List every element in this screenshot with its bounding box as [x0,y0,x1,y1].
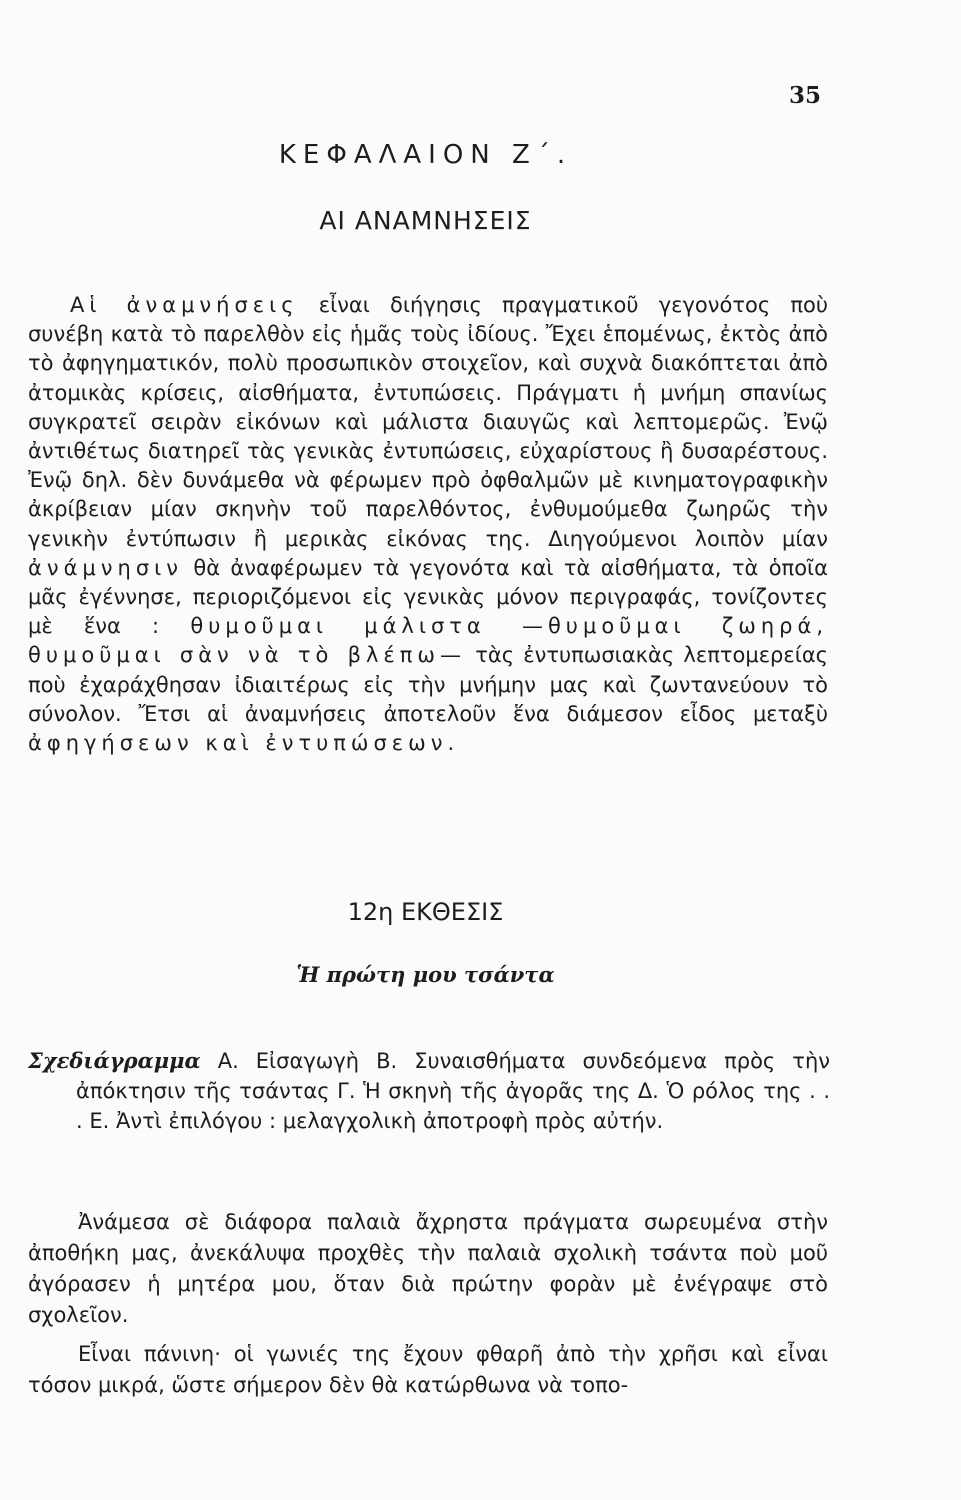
page-number: 35 [788,82,821,109]
intro-text-part1: εἶναι διήγησις πραγματικοῦ γεγονότος ποὺ συνέβη κατὰ τὸ παρελθὸν εἰς ἡμᾶς τοὺς ἰδίους. Ἔχει ἑπομένως, ἐκτὸς ἀπὸ τὸ ἀφηγηματικόν, πολὺ προσωπικὸν στοιχεῖον, καὶ συχνὰ διακόπτεται ἀπὸ ἀτομικὰς κρίσεις, αἰσθήματα, ἐντυπώσεις. Πράγματι ἡ μνήμη σπανίως συγκρατεῖ σειρὰν εἰκόνων καὶ μάλιστα διαυγῶς καὶ λεπτομερῶς. Ἐνῷ ἀντιθέτως διατηρεῖ τὰς γενικὰς ἐντυπώσεις, εὐχαρίστους ἢ δυσαρέστους. Ἐνῷ δηλ. δὲν δυνάμεθα νὰ φέρωμεν πρὸ ὀφθαλμῶν μὲ κινηματογραφικὴν ἀκρίβειαν μίαν σκηνὴν τοῦ παρελθόντος, ἐνθυμούμεθα ζωηρῶς τὴν γενικὴν ἐντύπωσιν ἢ μερικὰς εἰκόνας της. Διηγούμενοι λοιπὸν μίαν [28,293,828,551]
intro-text-part3: τὰς ἐντυπωσιακὰς λεπτομερείας ποὺ ἐχαράχθησαν ἰδιαιτέρως εἰς τὴν μνήμην μας καὶ ζωντανεύουν τὸ σύνολον. Ἔτσι αἱ ἀναμνήσεις ἀποτελοῦν ἕνα διάμεσον εἶδος μεταξὺ [28,643,828,726]
intro-text-part2: θὰ ἀναφέρωμεν τὰ γεγονότα καὶ τὰ αἰσθήματα, τὰ ὁποῖα μᾶς ἐγέννησε, περιοριζόμενοι εἰς γενικὰς μόνον περιγραφάς, τονίζοντες μὲ ἕνα : [28,555,828,639]
outline-label: Σχεδιάγραμμα [28,1048,201,1073]
intro-word-anamnisin: ἀνάμνησιν [28,555,183,580]
chapter-title: ΚΕΦΑΛΑΙΟΝ Ζ΄. [278,140,573,170]
intro-lead-word: Αἱ ἀναμνήσεις [70,293,299,317]
essay-outline [28,1046,830,1136]
intro-paragraph [28,291,828,758]
section-title: ΑΙ ΑΝΑΜΝΗΣΕΙΣ [319,206,532,235]
intro-phrase-thymoumai: θυμοῦμαι μάλιστα —θυμοῦμαι ζωηρά, θυμοῦμαι σὰν νὰ τὸ βλέπω— [28,614,828,668]
essay-paragraph-2: Εἶναι πάνινη· οἱ γωνιές της ἔχουν φθαρῆ ἀπὸ τὴν χρῆσι καὶ εἶναι τόσον μικρά, ὥστε σήμερον δὲν θὰ κατώρθωνα νὰ τοπο- [28,1342,828,1397]
intro-phrase-closing: ἀφηγήσεων καὶ ἐντυπώσεων. [28,731,460,756]
essay-subject-title: Ἡ πρώτη μου τσάντα [296,962,555,987]
outline-text: Α. Εἰσαγωγὴ Β. Συναισθήματα συνδεόμενα πρὸς τὴν ἀπόκτησιν τῆς τσάντας Γ. Ἡ σκηνὴ τῆς ἀγορᾶς της Δ. Ὁ ρόλος της . . . Ε. Ἀντὶ ἐπιλόγου : μελαγχολικὴ ἀποτροφὴ πρὸς αὐτήν. [76,1049,830,1133]
essay-title: 12η ΕΚΘΕΣΙΣ [347,898,504,926]
essay-paragraph-1: Ἀνάμεσα σὲ διάφορα παλαιὰ ἄχρηστα πράγματα σωρευμένα στὴν ἀποθήκη μας, ἀνεκάλυψα προχθὲς τὴν παλαιὰ σχολικὴ τσάντα ποὺ μοῦ ἀγόρασεν ἡ μητέρα μου, ὅταν διὰ πρώτην φορὰν μὲ ἐνέγραψε στὸ σχολεῖον. [28,1210,828,1327]
